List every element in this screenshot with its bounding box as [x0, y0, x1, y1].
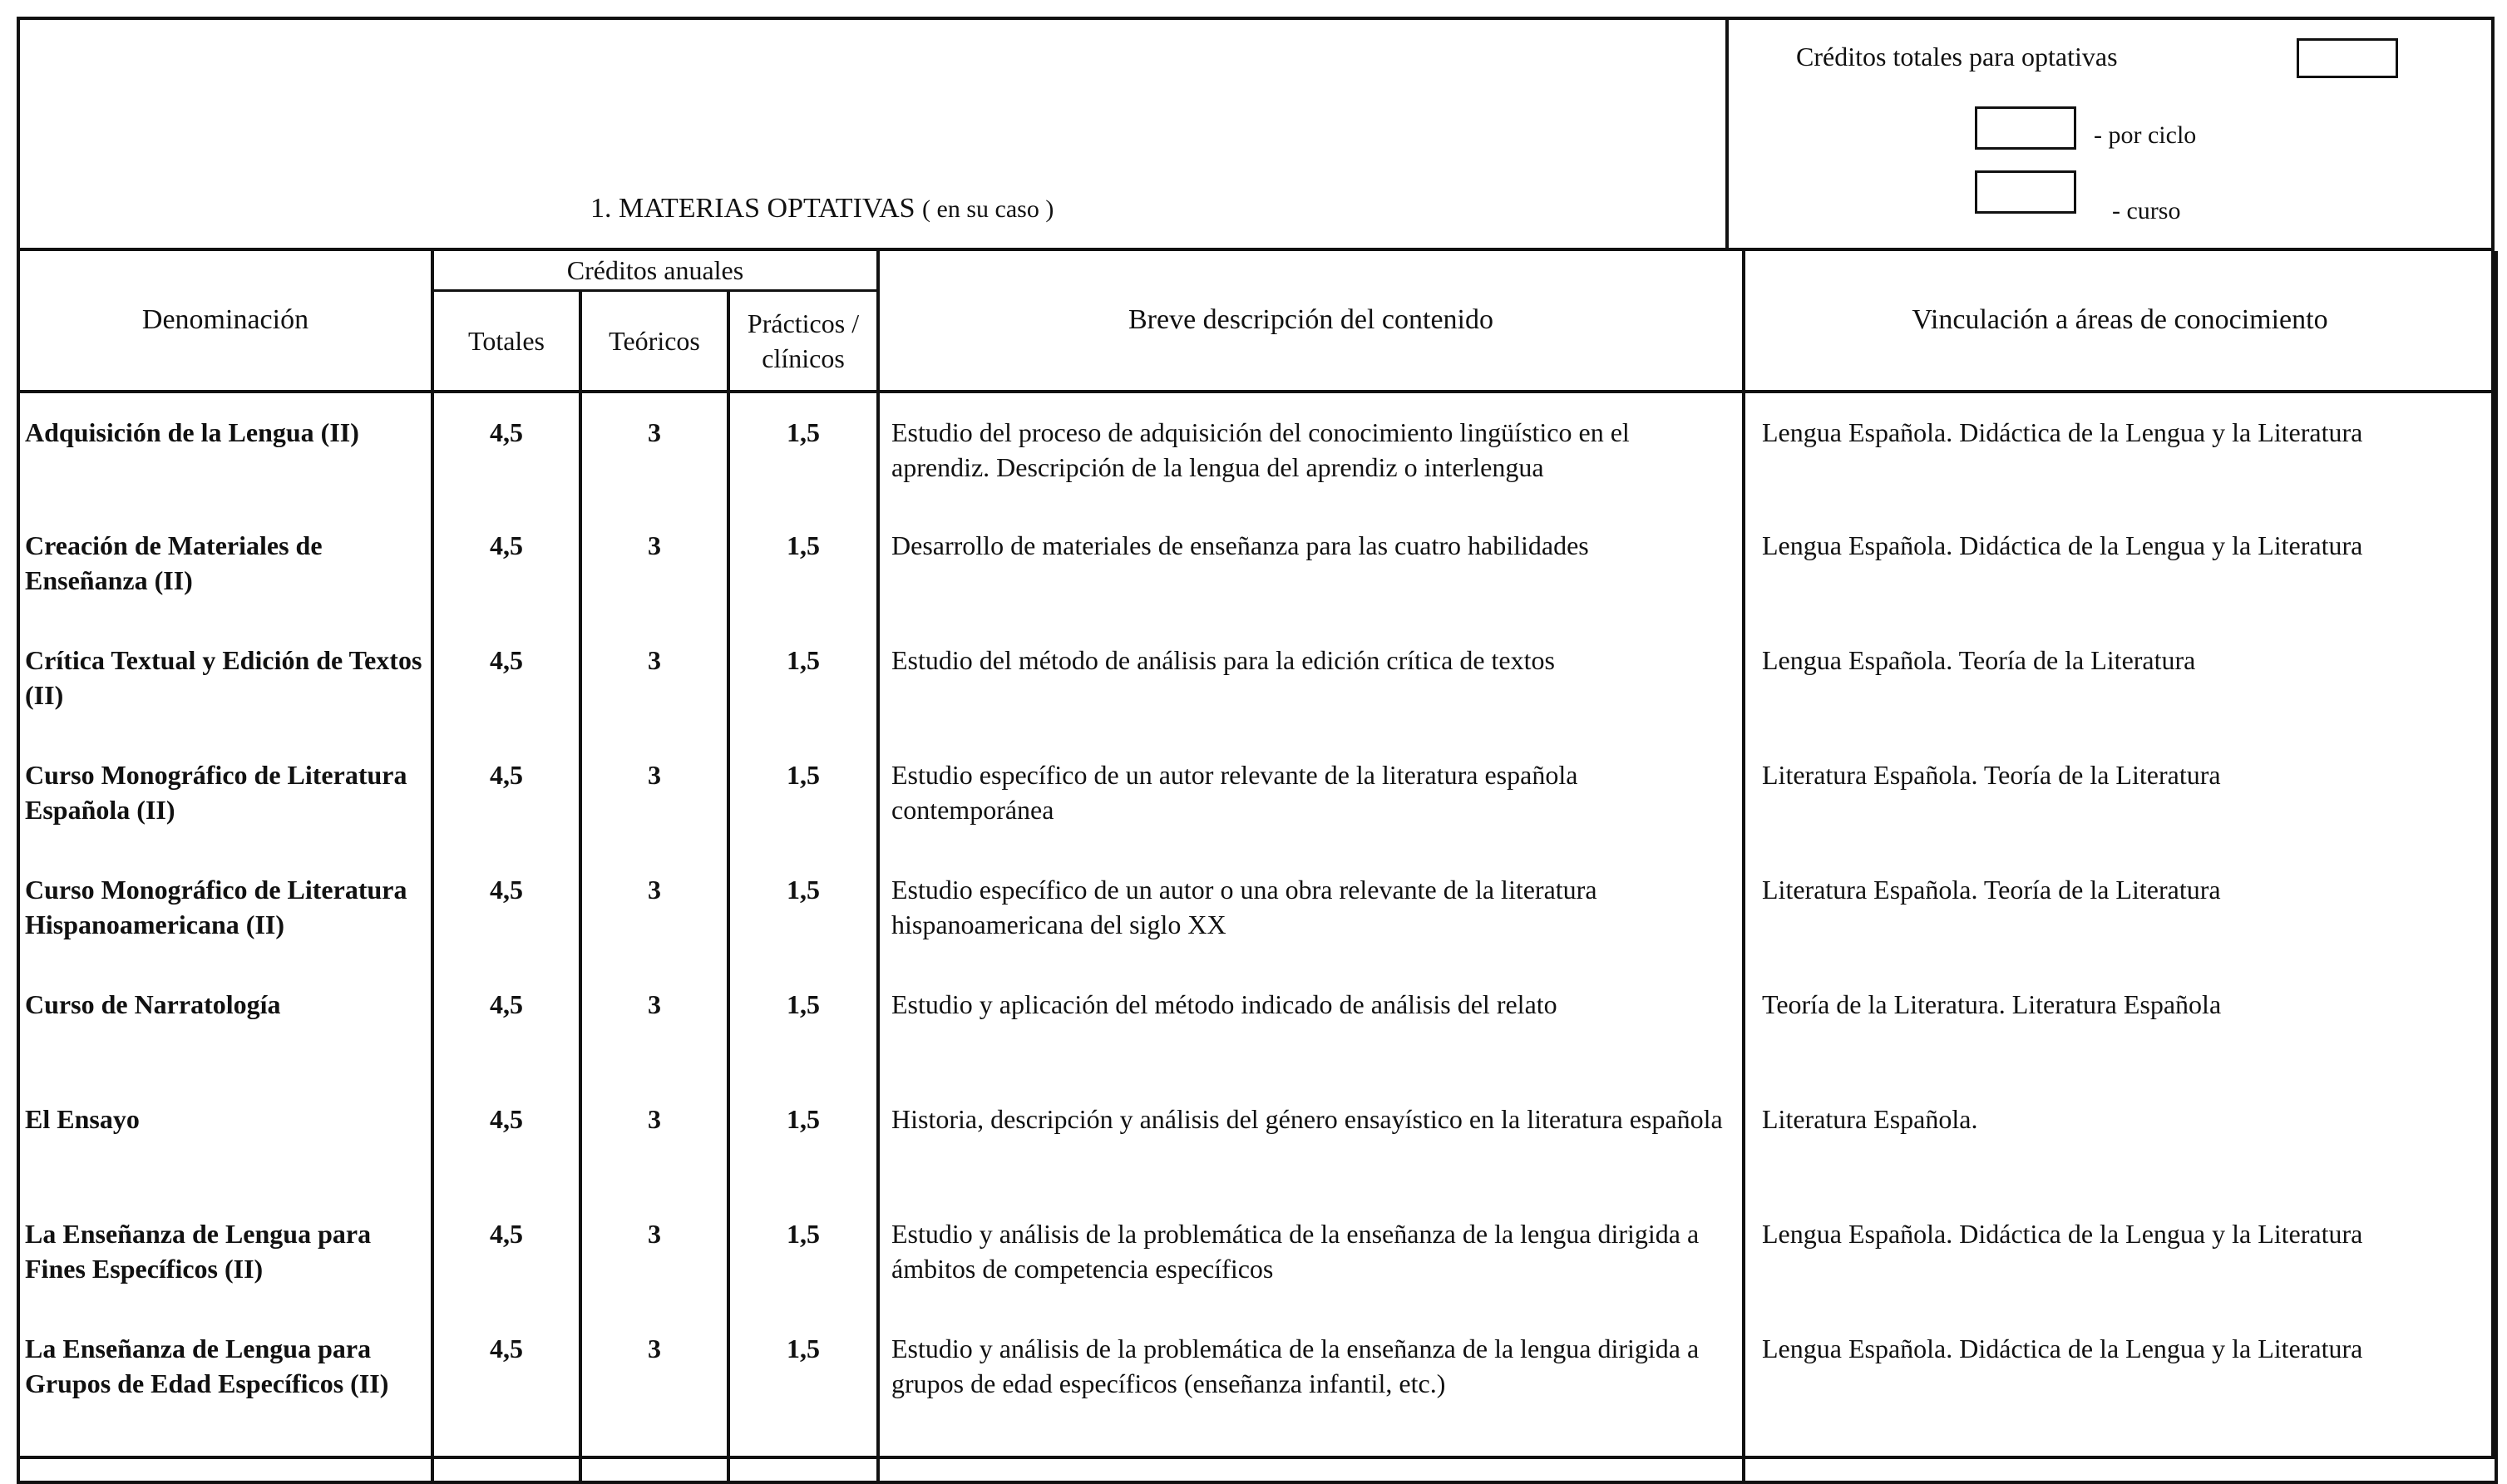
- credits-totales: 4,5: [432, 1195, 580, 1309]
- credits-total-box: [2297, 38, 2398, 78]
- course-name: Adquisición de la Lengua (II): [18, 392, 432, 506]
- credits-totales: 4,5: [432, 392, 580, 506]
- table-row: [18, 1080, 2496, 1195]
- course-description: Estudio y análisis de la problemática de la enseñanza de la lengua dirigida a ámbitos de competencia específicos: [878, 1195, 1744, 1309]
- credits-totales: 4,5: [432, 736, 580, 850]
- credits-practicos: 1,5: [728, 392, 878, 506]
- credits-per-cycle-box: [1975, 106, 2076, 150]
- course-area: Lengua Española. Teoría de la Literatura: [1744, 621, 2496, 736]
- course-name: Creación de Materiales de Enseñanza (II): [18, 506, 432, 621]
- course-area: Lengua Española. Didáctica de la Lengua y la Literatura: [1744, 506, 2496, 621]
- credits-teoricos: 3: [580, 1080, 728, 1195]
- section-title: [590, 193, 1054, 224]
- table-row: [18, 736, 2496, 850]
- course-name: Crítica Textual y Edición de Textos (II): [18, 621, 432, 736]
- credits-per-course-box: [1975, 170, 2076, 214]
- credits-totales: 4,5: [432, 621, 580, 736]
- course-description: Estudio del proceso de adquisición del conocimiento lingüístico en el aprendiz. Descripción de la lengua del aprendiz o interlengua: [878, 392, 1744, 506]
- credits-teoricos: 3: [580, 621, 728, 736]
- course-area: Literatura Española. Teoría de la Literatura: [1744, 850, 2496, 965]
- credits-teoricos: 3: [580, 392, 728, 506]
- credits-practicos: 1,5: [728, 1309, 878, 1482]
- credits-totales: 4,5: [432, 1309, 580, 1482]
- credits-totales: 4,5: [432, 506, 580, 621]
- col-header-vinculacion: Vinculación a áreas de conocimiento: [1744, 251, 2496, 392]
- course-description: Historia, descripción y análisis del género ensayístico en la literatura española: [878, 1080, 1744, 1195]
- course-area: Lengua Española. Didáctica de la Lengua y la Literatura: [1744, 1195, 2496, 1309]
- course-description: Estudio del método de análisis para la edición crítica de textos: [878, 621, 1744, 736]
- table-row: [18, 392, 2496, 506]
- course-name: El Ensayo: [18, 1080, 432, 1195]
- table-header-row: [18, 251, 2496, 291]
- col-header-totales: Totales: [432, 291, 580, 392]
- course-name: Curso Monográfico de Literatura Española (II): [18, 736, 432, 850]
- credits-teoricos: 3: [580, 1195, 728, 1309]
- table-row: [18, 1309, 2496, 1482]
- col-header-descripcion: Breve descripción del contenido: [878, 251, 1744, 392]
- table-row: [18, 621, 2496, 736]
- col-header-creditos-anuales: Créditos anuales: [432, 251, 878, 291]
- course-description: Estudio específico de un autor relevante de la literatura española contemporánea: [878, 736, 1744, 850]
- course-area: Lengua Española. Didáctica de la Lengua y la Literatura: [1744, 1309, 2496, 1482]
- credits-practicos: 1,5: [728, 621, 878, 736]
- table-row: [18, 1195, 2496, 1309]
- course-description: Estudio específico de un autor o una obra relevante de la literatura hispanoamericana del siglo XX: [878, 850, 1744, 965]
- credits-totales: 4,5: [432, 965, 580, 1080]
- course-name: Curso de Narratología: [18, 965, 432, 1080]
- credits-practicos: 1,5: [728, 1195, 878, 1309]
- col-header-denominacion: Denominación: [18, 251, 432, 392]
- credits-practicos: 1,5: [728, 1080, 878, 1195]
- course-name: La Enseñanza de Lengua para Fines Específicos (II): [18, 1195, 432, 1309]
- credits-teoricos: 3: [580, 1309, 728, 1482]
- col-header-practicos: Prácticos / clínicos: [728, 291, 878, 392]
- header-divider: [1725, 17, 1729, 251]
- credits-totales: 4,5: [432, 850, 580, 965]
- course-area: Lengua Española. Didáctica de la Lengua y la Literatura: [1744, 392, 2496, 506]
- credits-teoricos: 3: [580, 850, 728, 965]
- course-area: Literatura Española.: [1744, 1080, 2496, 1195]
- section-title-note: ( en su caso ): [922, 195, 1054, 223]
- table-row: [18, 965, 2496, 1080]
- course-name: La Enseñanza de Lengua para Grupos de Edad Específicos (II): [18, 1309, 432, 1482]
- col-header-teoricos: Teóricos: [580, 291, 728, 392]
- credits-teoricos: 3: [580, 736, 728, 850]
- credits-per-cycle-label: - por ciclo: [2094, 121, 2197, 149]
- credits-practicos: 1,5: [728, 736, 878, 850]
- course-area: Literatura Española. Teoría de la Literatura: [1744, 736, 2496, 850]
- credits-practicos: 1,5: [728, 965, 878, 1080]
- credits-teoricos: 3: [580, 506, 728, 621]
- table-row: [18, 850, 2496, 965]
- course-description: Estudio y aplicación del método indicado de análisis del relato: [878, 965, 1744, 1080]
- credits-totales: 4,5: [432, 1080, 580, 1195]
- credits-per-course-label: - curso: [2112, 197, 2181, 224]
- course-description: Desarrollo de materiales de enseñanza para las cuatro habilidades: [878, 506, 1744, 621]
- course-area: Teoría de la Literatura. Literatura Española: [1744, 965, 2496, 1080]
- courses-table: [17, 251, 2498, 1484]
- section-title-text: 1. MATERIAS OPTATIVAS: [590, 193, 915, 224]
- course-description: Estudio y análisis de la problemática de la enseñanza de la lengua dirigida a grupos de edad específicos (enseñanza infantil, etc.): [878, 1309, 1744, 1482]
- credits-total-label: Créditos totales para optativas: [1796, 42, 2118, 71]
- credits-practicos: 1,5: [728, 506, 878, 621]
- course-name: Curso Monográfico de Literatura Hispanoamericana (II): [18, 850, 432, 965]
- table-row: [18, 506, 2496, 621]
- credits-teoricos: 3: [580, 965, 728, 1080]
- credits-practicos: 1,5: [728, 850, 878, 965]
